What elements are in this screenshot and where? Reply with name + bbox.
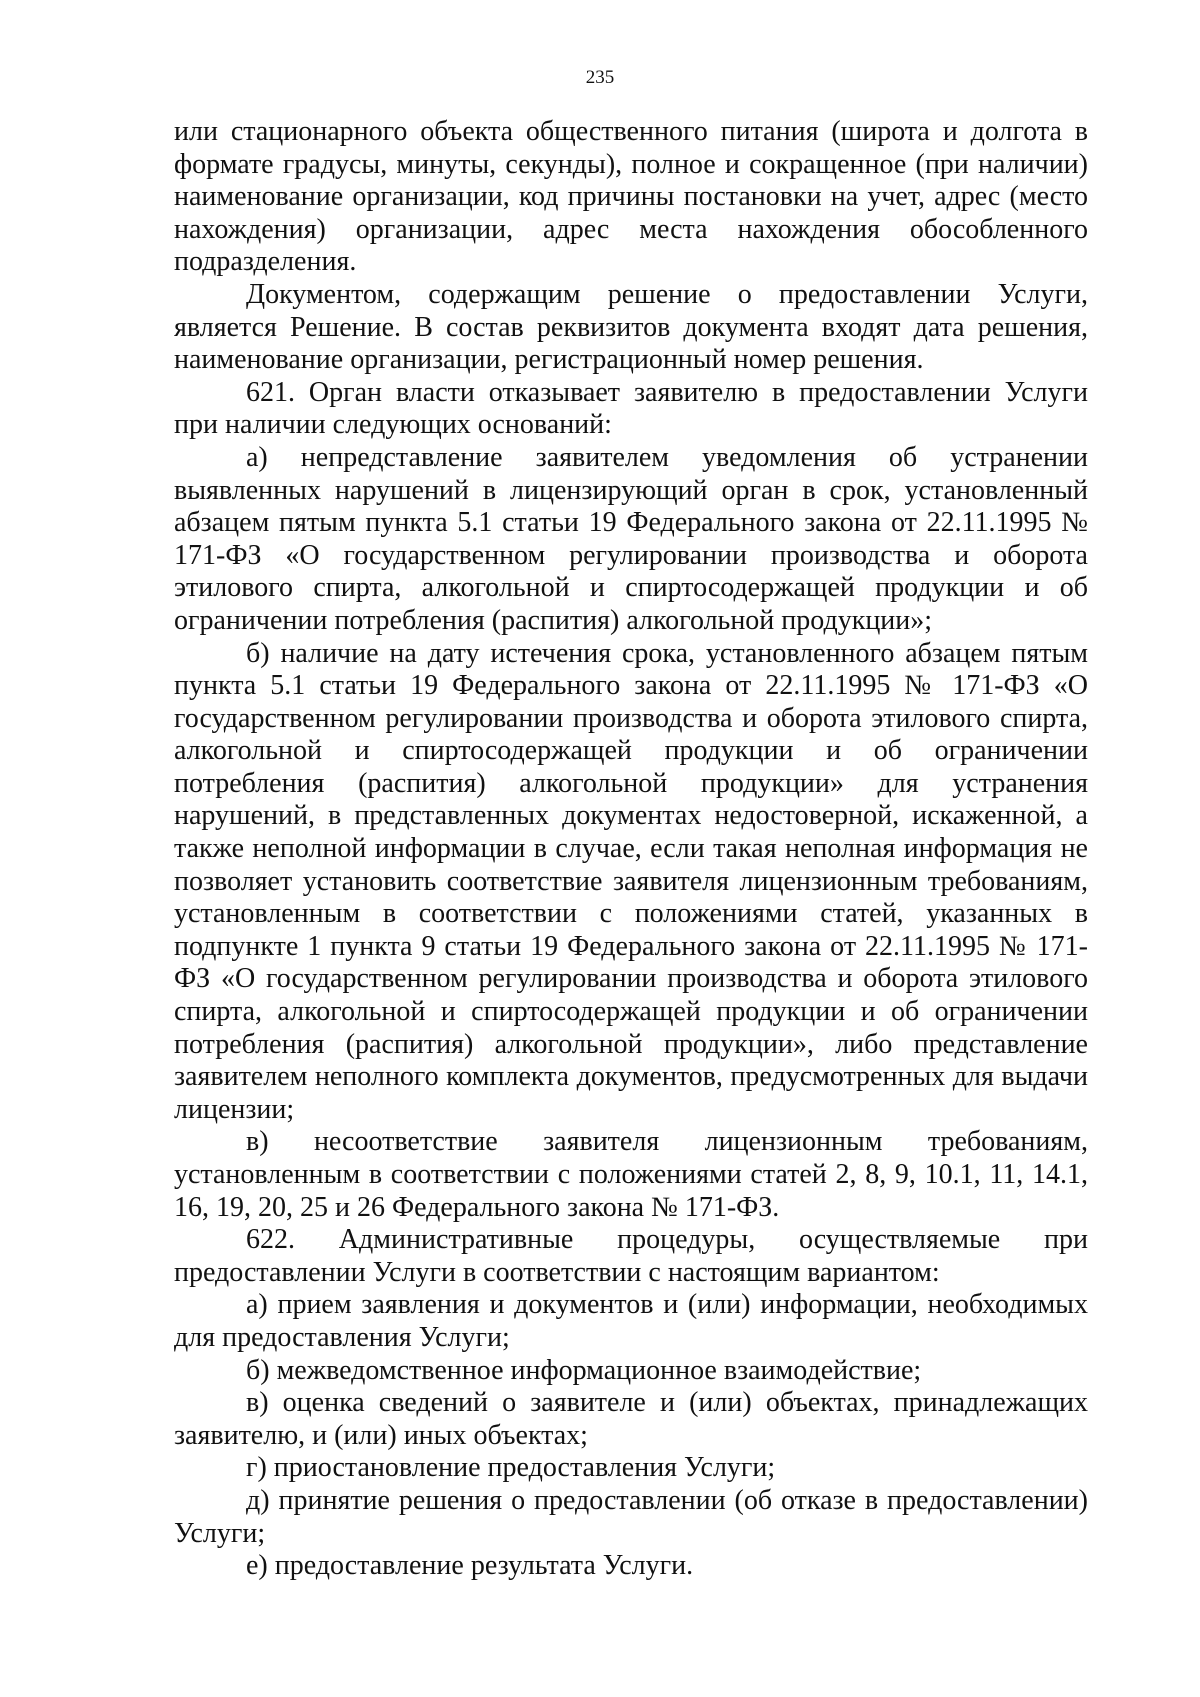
paragraph-decision-document: Документом, содержащим решение о предоставлении Услуги, является Решение. В состав реквизитов документа входят дата решения, наименование организации, регистрационный номер решения.	[174, 278, 1088, 376]
list-item-622-d: д) принятие решения о предоставлении (об отказе в предоставлении) Услуги;	[174, 1484, 1088, 1549]
list-item-621-v: в) несоответствие заявителя лицензионным требованиям, установленным в соответствии с положениями статей 2, 8, 9, 10.1, 11, 14.1, 16, 19, 20, 25 и 26 Федерального закона № 171-ФЗ.	[174, 1126, 1088, 1223]
paragraph-621: 621. Орган власти отказывает заявителю в предоставлении Услуги при наличии следующих оснований:	[174, 376, 1088, 441]
paragraph-622: 622. Административные процедуры, осуществляемые при предоставлении Услуги в соответствии с настоящим вариантом:	[174, 1224, 1088, 1288]
list-item-621-b: б) наличие на дату истечения срока, установленного абзацем пятым пункта 5.1 статьи 19 Федерального закона от 22.11.1995 № 171-ФЗ «О государственном регулировании производства и оборота этилового спирта, алкогольной и спиртосодержащей продукции и об ограничении потребления (распития) алкогольной продукции» для устранения нарушений, в представленных документах недостоверной, искаженной, а также неполной информации в случае, если такая неполная информация не позволяет установить соответствие заявителя лицензионным требованиям, установленным в соответствии с положениями статей, указанных в подпункте 1 пункта 9 статьи 19 Федерального закона от 22.11.1995 № 171-ФЗ «О государственном регулировании производства и оборота этилового спирта, алкогольной и спиртосодержащей продукции и об ограничении потребления (распития) алкогольной продукции», либо представление заявителем неполного комплекта документов, предусмотренных для выдачи лицензии;	[174, 637, 1088, 1125]
list-item-621-a: а) непредставление заявителем уведомления об устранении выявленных нарушений в лицензирующий орган в срок, установленный абзацем пятым пункта 5.1 статьи 19 Федерального закона от 22.11.1995 № 171-ФЗ «О государственном регулировании производства и оборота этилового спирта, алкогольной и спиртосодержащей продукции и об ограничении потребления (распития) алкогольной продукции»;	[174, 441, 1088, 636]
list-item-622-v: в) оценка сведений о заявителе и (или) объектах, принадлежащих заявителю, и (или) иных объектах;	[174, 1387, 1088, 1451]
document-body	[174, 116, 1088, 1583]
list-item-622-b: б) межведомственное информационное взаимодействие;	[246, 1354, 922, 1386]
paragraph-continuation: или стационарного объекта общественного питания (широта и долгота в формате градусы, минуты, секунды), полное и сокращенное (при наличии) наименование организации, код причины постановки на учет, адрес (место нахождения) организации, адрес места нахождения обособленного подразделения.	[174, 116, 1088, 278]
list-item-622-a: а) прием заявления и документов и (или) информации, необходимых для предоставления Услуги;	[174, 1289, 1088, 1353]
list-item-622-g: г) приостановление предоставления Услуги;	[246, 1452, 776, 1484]
list-item-622-e: е) предоставление результата Услуги.	[246, 1550, 694, 1582]
page-number: 235	[585, 67, 615, 88]
